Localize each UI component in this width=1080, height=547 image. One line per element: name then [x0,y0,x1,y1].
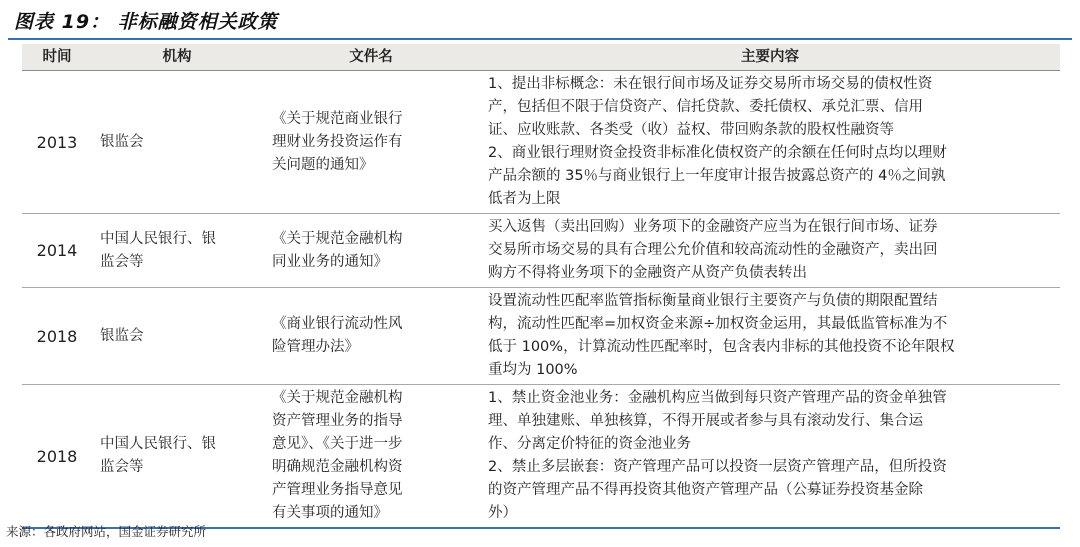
row-content [480,385,1060,529]
table-row [22,288,1060,385]
org-line: 中国人民银行、银 [100,436,216,452]
doc-line: 《关于规范金融机构 [272,390,403,406]
org-line: 银监会 [100,327,144,344]
content-line: 产品余额的 35％与商业银行上一年度审计报告披露总资产的 4％之间孰 [488,168,946,184]
content-line: 的资产管理产品不得再投资其他资产管理产品（公募证券投资基金除 [488,482,923,498]
org-line: 中国人民银行、银 [100,230,216,247]
doc-line: 险管理办法》 [272,339,359,355]
doc-line: 有关事项的通知》 [272,505,388,521]
doc-line: 意见》、《关于进一步 [272,436,403,452]
doc-line: 《商业银行流动性风 [272,316,403,332]
header-doc: 文件名 [262,44,480,71]
org-line: 银监会 [100,133,144,150]
doc-line: 《关于规范商业银行 [272,110,403,127]
row-org [92,71,262,214]
title-bar [8,4,1072,40]
doc-line: 产管理业务指导意见 [272,482,403,498]
content-line: 买入返售（卖出回购）业务项下的金融资产应当为在银行间市场、证券 [488,219,938,235]
doc-line: 资产管理业务的指导 [272,413,403,429]
row-content [480,288,1060,385]
content-line: 2、禁止多层嵌套：资产管理产品可以投资一层资产管理产品，但所投资 [488,459,947,475]
content-line: 1、提出非标概念：未在银行间市场及证券交易所市场交易的债权性资 [488,76,933,92]
doc-line: 理财业务投资运作有 [272,133,403,150]
source-note: 来源：各政府网站，国金证券研究所 [6,524,207,539]
table-row [22,71,1060,214]
content-line: 交易所市场交易的具有合理公允价值和较高流动性的金融资产，卖出回 [488,242,938,258]
table-row [22,385,1060,529]
page-title: 图表 19： 非标融资相关政策 [14,11,278,33]
header-content: 主要内容 [480,44,1060,71]
row-org [92,214,262,288]
content-line: 1、禁止资金池业务：金融机构应当做到每只资产管理产品的资金单独管 [488,390,947,406]
row-content [480,214,1060,288]
row-doc [262,71,480,214]
row-content [480,71,1060,214]
table-header-row [22,44,1060,71]
row-doc [262,385,480,529]
content-line: 购方不得将业务项下的金融资产从资产负债表转出 [488,265,807,281]
row-year: 2014 [22,214,92,288]
row-org [92,385,262,529]
org-line: 监会等 [100,253,144,270]
row-year: 2018 [22,385,92,529]
content-line: 产，包括但不限于信贷资产、信托贷款、委托债权、承兑汇票、信用 [488,99,923,115]
content-line: 低者为上限 [488,191,561,207]
row-doc [262,288,480,385]
content-line: 低于 100%，计算流动性匹配率时，包含表内非标的其他投资不论年限权 [488,339,955,355]
row-doc [262,214,480,288]
doc-line: 同业业务的通知》 [272,253,388,270]
table-row [22,214,1060,288]
org-line: 监会等 [100,459,144,475]
content-line: 证、应收账款、各类受（收）益权、带回购条款的股权性融资等 [488,122,894,138]
doc-line: 明确规范金融机构资 [272,459,403,475]
content-line: 理、单独建账、单独核算，不得开展或者参与具有滚动发行、集合运 [488,413,923,429]
content-line: 作、分离定价特征的资金池业务 [488,436,691,452]
content-line: 构，流动性匹配率=加权资金来源÷加权资金运用，其最低监管标准为不 [488,316,948,332]
row-year: 2018 [22,288,92,385]
content-line: 重均为 100% [488,362,578,378]
content-line: 设置流动性匹配率监管指标衡量商业银行主要资产与负债的期限配置结 [488,293,938,309]
doc-line: 关问题的通知》 [272,156,374,173]
content-line: 外） [488,505,517,521]
row-year: 2013 [22,71,92,214]
row-org [92,288,262,385]
content-line: 2、商业银行理财资金投资非标准化债权资产的余额在任何时点均以理财 [488,145,947,161]
header-org: 机构 [92,44,262,71]
doc-line: 《关于规范金融机构 [272,230,403,247]
policy-table [22,44,1060,529]
header-time: 时间 [22,44,92,71]
